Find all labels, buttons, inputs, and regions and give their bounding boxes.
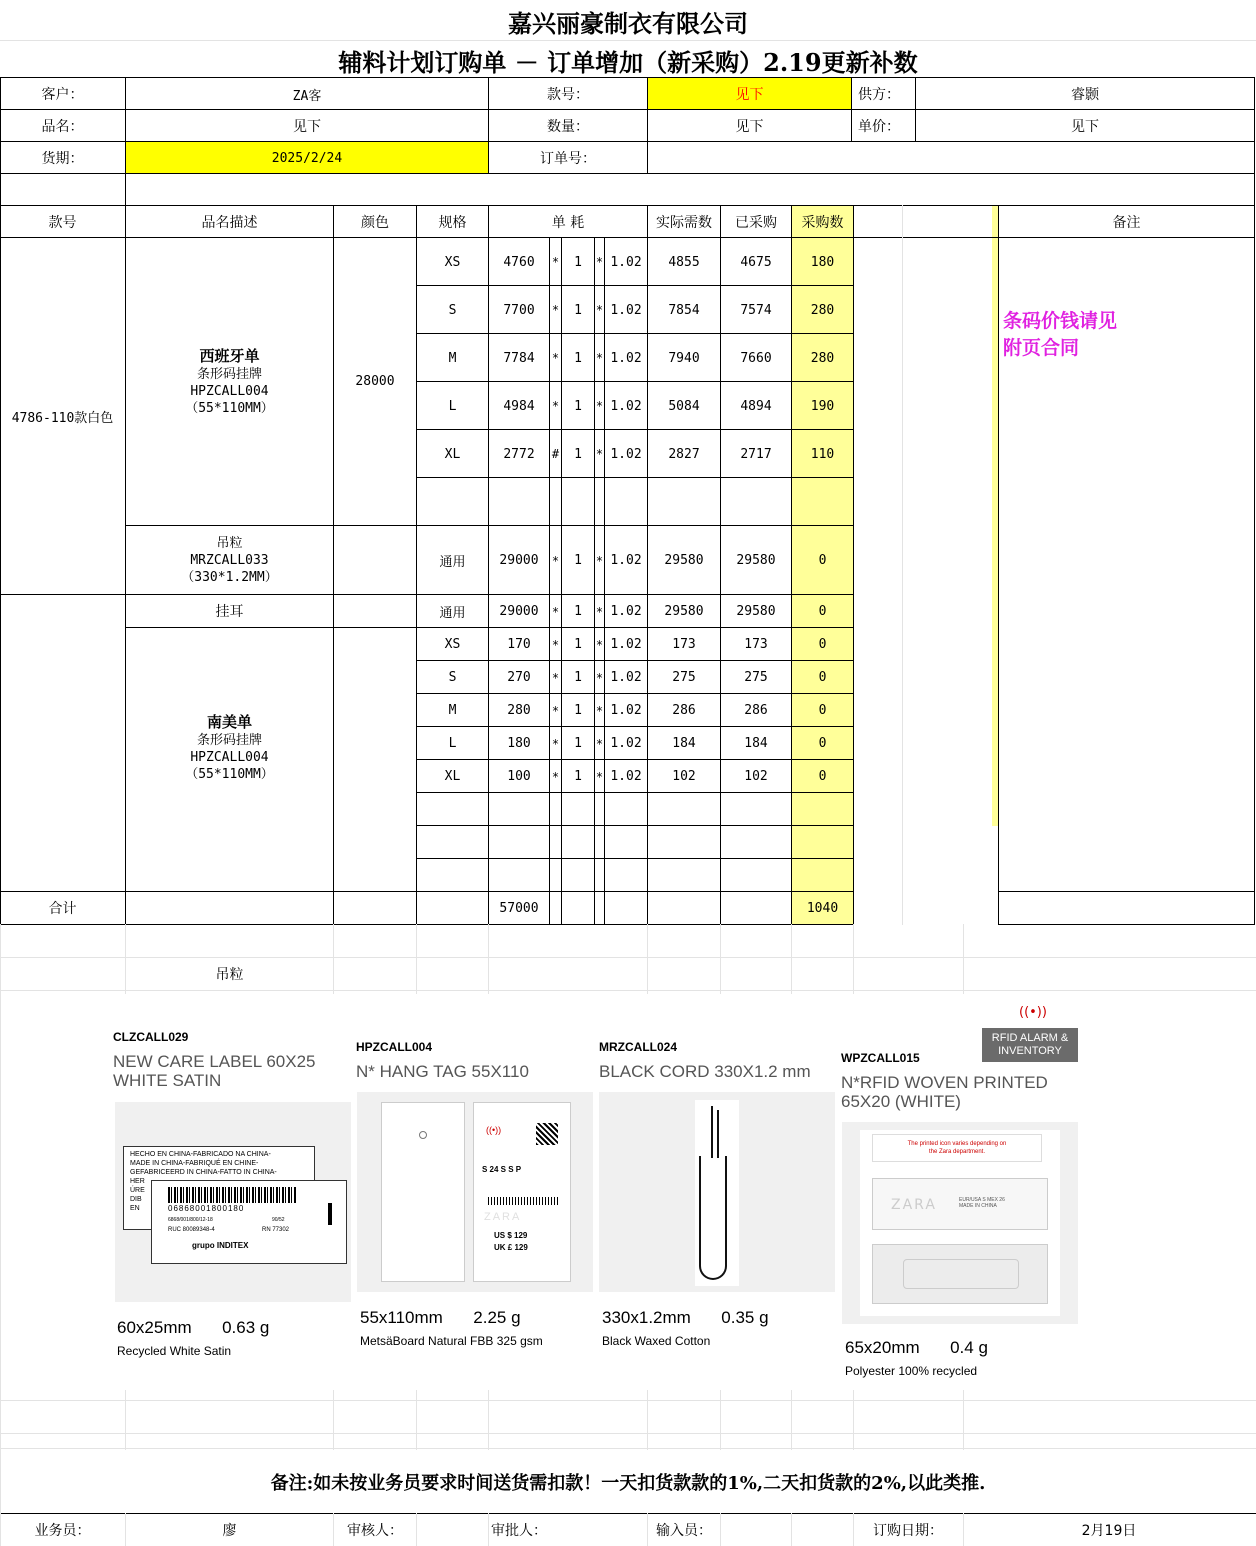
group4-row-4-size[interactable]: XL	[444, 769, 461, 784]
group3-row-op2: *	[595, 604, 604, 619]
style-number-cell[interactable]: 4786-110款白色	[11, 411, 114, 426]
group1-row-1-to-buy[interactable]: 280	[810, 302, 835, 318]
group4-row-1-unit[interactable]: 1	[574, 670, 582, 685]
rfid-badge: RFID ALARM & INVENTORY	[982, 1028, 1078, 1062]
col-color: 颜色	[361, 215, 389, 231]
group4-row-1-factor[interactable]: 1.02	[610, 670, 642, 685]
group2-row-factor[interactable]: 1.02	[610, 553, 642, 568]
group3-row-unit[interactable]: 1	[574, 604, 582, 619]
col-actual: 实际需数	[656, 215, 712, 231]
reviewer-label: 审核人：	[347, 1523, 403, 1539]
care-label-image: HECHO EN CHINA-FABRICADO NA CHINA- MADE IN CHINA-FABRIQUÉ EN CHINE- GEFABRICEERD IN CHINA-FATTO IN CHINA- HER ÚRE DIB EN 06868001800180 6868/001/800/12-18 90/52 RUC 80089348-4 RN 77302 grupo INDITEX	[115, 1102, 351, 1302]
group4-row-4-factor[interactable]: 1.02	[610, 769, 642, 784]
group4-row-2-op2: *	[595, 703, 604, 718]
group2-row-to-buy[interactable]: 0	[818, 553, 827, 568]
below-cord-label: 吊粒	[215, 967, 244, 983]
group1-desc: 西班牙单 条形码挂牌 HPZCALL004 （55*110MM）	[185, 346, 274, 416]
group4-row-0-purchased[interactable]: 173	[744, 637, 768, 652]
group1-row-2-size[interactable]: M	[448, 350, 457, 366]
group1-row-3-factor[interactable]: 1.02	[610, 398, 642, 414]
group1-row-1-purchased[interactable]: 7574	[740, 302, 772, 318]
group4-desc: 南美单 条形码挂牌 HPZCALL004 （55*110MM）	[185, 712, 274, 782]
group1-row-4-to-buy[interactable]: 110	[810, 446, 835, 462]
group4-row-2-actual[interactable]: 286	[672, 703, 696, 718]
group1-row-2-factor[interactable]: 1.02	[610, 350, 642, 366]
group3-row-size[interactable]: 通用	[439, 606, 466, 621]
group1-row-2-unit[interactable]: 1	[574, 350, 582, 366]
group4-row-0-to-buy[interactable]: 0	[818, 637, 827, 652]
col-consumption: 单 耗	[551, 215, 585, 231]
group4-row-3-size[interactable]: L	[448, 736, 457, 751]
group4-row-0-qty[interactable]: 170	[507, 637, 531, 652]
group4-row-0-actual[interactable]: 173	[672, 637, 696, 652]
card-care-label: CLZCALL029 NEW CARE LABEL 60X25 WHITE SATIN	[113, 1030, 316, 1090]
group4-row-3-qty[interactable]: 180	[507, 736, 531, 751]
group1-row-0-qty[interactable]: 4760	[503, 254, 535, 270]
group4-row-0-op2: *	[595, 637, 604, 652]
black-cord-material: Black Waxed Cotton	[602, 1334, 711, 1348]
order-date-label: 订购日期：	[873, 1523, 943, 1539]
group1-row-4-size[interactable]: XL	[444, 446, 461, 462]
group4-row-1-purchased[interactable]: 275	[744, 670, 768, 685]
group4-row-2-factor[interactable]: 1.02	[610, 703, 642, 718]
group4-row-4-actual[interactable]: 102	[672, 769, 696, 784]
remark-note: 条码价钱请见 附页合同	[1003, 310, 1118, 359]
group4-row-0-factor[interactable]: 1.02	[610, 637, 642, 652]
group1-row-3-qty[interactable]: 4984	[503, 398, 535, 414]
group4-row-0-unit[interactable]: 1	[574, 637, 582, 652]
group1-row-0-op1: *	[551, 255, 560, 269]
group4-row-2-qty[interactable]: 280	[507, 703, 531, 718]
group4-row-1-op1: *	[551, 670, 560, 685]
total-to-buy[interactable]: 1040	[806, 900, 839, 916]
rfid-signal-icon: ((•))	[1019, 1005, 1047, 1020]
black-cord-weight: 0.35 g	[721, 1308, 769, 1327]
group1-row-3-op2: *	[595, 399, 604, 413]
col-purchased: 已采购	[735, 215, 777, 231]
care-label-dims: 60x25mm	[117, 1318, 192, 1337]
group3-row-purchased[interactable]: 29580	[736, 604, 776, 619]
supplier-label: 供方：	[858, 87, 900, 103]
group1-row-4-factor[interactable]: 1.02	[610, 446, 642, 462]
group2-row-unit[interactable]: 1	[574, 553, 582, 568]
group4-row-3-actual[interactable]: 184	[672, 736, 696, 751]
product-value[interactable]: 见下	[293, 119, 321, 135]
group1-row-1-size[interactable]: S	[448, 302, 457, 318]
product-label: 品名：	[41, 119, 84, 135]
group1-row-3-op1: *	[551, 399, 560, 413]
group1-row-2-qty[interactable]: 7784	[503, 350, 535, 366]
group3-row-factor[interactable]: 1.02	[610, 604, 642, 619]
company-name: 嘉兴丽豪制衣有限公司	[508, 8, 748, 38]
group4-row-1-qty[interactable]: 270	[507, 670, 531, 685]
quantity-label: 数量：	[547, 119, 589, 135]
group4-row-3-to-buy[interactable]: 0	[818, 736, 827, 751]
group1-row-0-size[interactable]: XS	[444, 254, 461, 270]
delivery-label: 货期：	[41, 151, 84, 167]
product-cards-panel	[83, 995, 1093, 1387]
group4-row-1-size[interactable]: S	[448, 670, 457, 685]
rfid-chip-icon	[872, 1244, 1048, 1304]
group1-row-4-unit[interactable]: 1	[574, 446, 582, 462]
group4-row-2-unit[interactable]: 1	[574, 703, 582, 718]
group4-row-2-op1: *	[551, 703, 560, 718]
group4-row-4-qty[interactable]: 100	[507, 769, 531, 784]
group4-row-4-purchased[interactable]: 102	[744, 769, 768, 784]
qr-code-icon	[536, 1123, 558, 1145]
group4-row-0-op1: *	[551, 637, 560, 652]
col-to-buy: 采购数	[801, 215, 844, 231]
group4-row-1-op2: *	[595, 670, 604, 685]
col-size: 规格	[438, 215, 467, 231]
order-no-label: 订单号：	[540, 151, 596, 167]
group1-row-0-purchased[interactable]: 4675	[740, 254, 772, 270]
group1-row-2-purchased[interactable]: 7660	[740, 350, 772, 366]
black-cord-image	[599, 1092, 835, 1292]
group1-row-3-size[interactable]: L	[448, 398, 457, 414]
hole-icon	[419, 1131, 427, 1139]
group2-row-qty[interactable]: 29000	[499, 553, 539, 568]
group4-row-2-size[interactable]: M	[448, 703, 457, 718]
rfid-icon: ((•))	[486, 1125, 502, 1135]
supplier-value[interactable]: 睿颢	[1071, 87, 1099, 103]
group1-row-4-actual[interactable]: 2827	[668, 446, 700, 462]
group4-row-4-to-buy[interactable]: 0	[818, 769, 827, 784]
group4-row-3-op2: *	[595, 736, 604, 751]
group3-row-op1: *	[551, 604, 560, 619]
group4-row-3-op1: *	[551, 736, 560, 751]
group2-row-op1: *	[551, 553, 560, 568]
group1-row-4-op2: *	[595, 447, 604, 461]
group2-row-purchased[interactable]: 29580	[736, 553, 776, 568]
group2-desc: 吊粒 MRZCALL033 （330*1.2MM）	[181, 535, 278, 585]
group4-row-2-purchased[interactable]: 286	[744, 703, 768, 718]
price-value[interactable]: 见下	[1071, 119, 1099, 135]
group3-desc: 挂耳	[215, 604, 244, 620]
group2-row-actual[interactable]: 29580	[664, 553, 704, 568]
hang-tag-material: MetsäBoard Natural FBB 325 gsm	[360, 1334, 543, 1348]
group1-color[interactable]: 28000	[355, 374, 395, 389]
approver-label: 审批人：	[491, 1523, 547, 1539]
hang-tag-dims: 55x110mm	[360, 1308, 443, 1327]
group1-row-2-to-buy[interactable]: 280	[810, 350, 835, 366]
group4-row-3-factor[interactable]: 1.02	[610, 736, 642, 751]
rfid-woven-dims: 65x20mm	[845, 1338, 920, 1357]
group1-row-3-purchased[interactable]: 4894	[740, 398, 772, 414]
col-remark: 备注	[1112, 215, 1141, 231]
footer-note: 备注:如未按业务员要求时间送货需扣款！一天扣货款款的1%,二天扣货款的2%,以此类推.	[270, 1473, 986, 1494]
rfid-woven-material: Polyester 100% recycled	[845, 1364, 978, 1378]
salesman-label: 业务员：	[34, 1523, 91, 1539]
group2-row-size[interactable]: 通用	[439, 555, 466, 570]
rfid-woven-weight: 0.4 g	[950, 1338, 988, 1357]
delivery-value[interactable]: 2025/2/24	[271, 150, 343, 166]
group1-row-1-actual[interactable]: 7854	[668, 302, 700, 318]
group1-row-1-unit[interactable]: 1	[574, 302, 582, 318]
group1-row-3-unit[interactable]: 1	[574, 398, 582, 414]
group1-row-1-op1: *	[551, 303, 560, 317]
order-date-value[interactable]: 2月19日	[1081, 1523, 1137, 1539]
salesman-value[interactable]: 廖	[222, 1523, 237, 1539]
group1-row-0-to-buy[interactable]: 180	[810, 254, 835, 270]
total-label: 合计	[48, 901, 77, 917]
customer-label: 客户：	[41, 87, 84, 103]
customer-value[interactable]: ZA客	[292, 88, 322, 104]
group4-row-2-to-buy[interactable]: 0	[818, 703, 827, 718]
group1-row-4-purchased[interactable]: 2717	[740, 446, 772, 462]
group1-row-2-op1: *	[551, 351, 560, 365]
group1-row-3-to-buy[interactable]: 190	[810, 398, 835, 414]
group4-row-3-unit[interactable]: 1	[574, 736, 582, 751]
group3-row-actual[interactable]: 29580	[664, 604, 704, 619]
group4-row-1-to-buy[interactable]: 0	[818, 670, 827, 685]
group1-row-0-actual[interactable]: 4855	[668, 254, 700, 270]
cord-loop-icon	[699, 1156, 727, 1280]
group1-row-1-op2: *	[595, 303, 604, 317]
style-value[interactable]: 见下	[735, 87, 764, 103]
group1-row-0-op2: *	[595, 255, 604, 269]
group4-row-4-op2: *	[595, 769, 604, 784]
document-title: 辅料计划订购单 － 订单增加（新采购）2.19更新补数	[338, 47, 918, 77]
price-label: 单价：	[858, 119, 900, 135]
card-hang-tag: HPZCALL004 N* HANG TAG 55X110	[356, 1040, 529, 1081]
group1-row-1-qty[interactable]: 7700	[503, 302, 535, 318]
group1-row-2-actual[interactable]: 7940	[668, 350, 700, 366]
order-no-value[interactable]	[648, 142, 1254, 174]
group4-row-3-purchased[interactable]: 184	[744, 736, 768, 751]
inputter-label: 输入员：	[656, 1523, 712, 1539]
col-desc: 品名描述	[201, 215, 258, 231]
group1-row-4-qty[interactable]: 2772	[503, 446, 535, 462]
group4-row-1-actual[interactable]: 275	[672, 670, 696, 685]
hang-tag-weight: 2.25 g	[473, 1308, 521, 1327]
quantity-value[interactable]: 见下	[735, 119, 764, 135]
group3-row-qty[interactable]: 29000	[499, 604, 539, 619]
style-label: 款号：	[547, 87, 589, 103]
care-label-weight: 0.63 g	[222, 1318, 270, 1337]
group1-row-1-factor[interactable]: 1.02	[610, 302, 642, 318]
care-label-material: Recycled White Satin	[117, 1344, 232, 1358]
group1-row-3-actual[interactable]: 5084	[668, 398, 700, 414]
group4-row-4-unit[interactable]: 1	[574, 769, 582, 784]
group3-row-to-buy[interactable]: 0	[818, 604, 827, 619]
group4-row-4-op1: *	[551, 769, 560, 784]
group4-row-0-size[interactable]: XS	[444, 637, 461, 652]
group1-row-0-factor[interactable]: 1.02	[610, 254, 642, 270]
card-rfid-woven: WPZCALL015 N*RFID WOVEN PRINTED 65X20 (WHITE)	[841, 1051, 1048, 1111]
group2-row-op2: *	[595, 553, 604, 568]
total-qty[interactable]: 57000	[499, 900, 539, 916]
care-label-front: 06868001800180 6868/001/800/12-18 90/52 RUC 80089348-4 RN 77302 grupo INDITEX	[151, 1180, 347, 1264]
group1-row-4-op1: #	[551, 447, 560, 461]
col-style-no: 款号	[48, 215, 77, 231]
card-black-cord: MRZCALL024 BLACK CORD 330X1.2 mm	[599, 1040, 811, 1081]
hang-tag-image: ((•)) S 24 S S P US $ 129 UK £ 129 ZARA	[357, 1092, 593, 1292]
black-cord-dims: 330x1.2mm	[602, 1308, 691, 1327]
rfid-woven-image: The printed icon varies depending on the Zara department. ZARA EUR/USA S MEX 26 MADE IN CHINA	[842, 1122, 1078, 1324]
group1-row-0-unit[interactable]: 1	[574, 254, 582, 270]
group1-row-2-op2: *	[595, 351, 604, 365]
barcode-icon	[168, 1187, 296, 1203]
